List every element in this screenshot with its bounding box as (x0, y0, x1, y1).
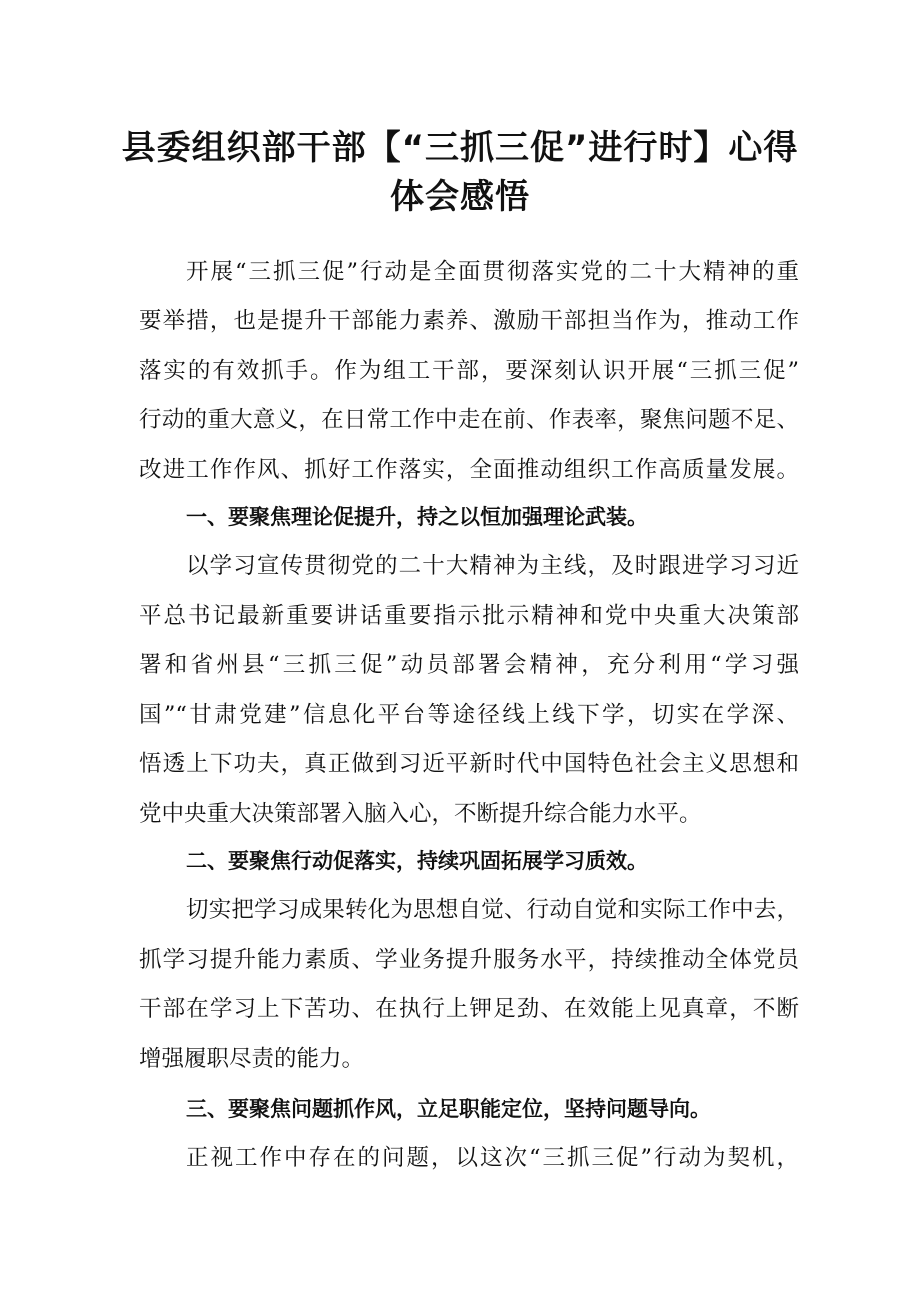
section-2-line: 抓学习提升能力素质、学业务提升服务水平，持续推动全体党员 (139, 947, 799, 973)
intro-line: 改进工作作风、抓好工作落实，全面推动组织工作高质量发展。 (139, 457, 799, 483)
section-1-line: 署和省州县“三抓三促”动员部署会精神，充分利用“学习强 (139, 652, 799, 678)
section-2-line: 干部在学习上下苦功、在执行上钾足劲、在效能上见真章，不断 (139, 996, 799, 1022)
section-2-line: 切实把学习成果转化为思想自觉、行动自觉和实际工作中去， (186, 897, 799, 923)
section-1-line: 以学习宣传贯彻党的二十大精神为主线，及时跟进学习习近 (186, 553, 799, 579)
section-1-heading: 一、要聚焦理论促提升，持之以恒加强理论武装。 (186, 505, 648, 529)
intro-line: 要举措，也是提升干部能力素养、激励干部担当作为，推动工作 (139, 308, 799, 334)
section-2-heading: 二、要聚焦行动促落实，持续巩固拓展学习质效。 (186, 849, 648, 873)
intro-line: 行动的重大意义，在日常工作中走在前、作表率，聚焦问题不足、 (139, 407, 799, 433)
section-1-line: 悟透上下功夫，真正做到习近平新时代中国特色社会主义思想和 (139, 751, 799, 777)
section-2-line: 增强履职尽责的能力。 (139, 1046, 365, 1072)
section-3-line: 正视工作中存在的问题，以这次“三抓三促”行动为契机， (186, 1145, 799, 1171)
section-3-heading: 三、要聚焦问题抓作风，立足职能定位，坚持问题导向。 (186, 1097, 711, 1121)
intro-line: 开展“三抓三促”行动是全面贯彻落实党的二十大精神的重 (186, 259, 799, 285)
section-1-line: 国”“甘肃党建”信息化平台等途径线上线下学，切实在学深、 (139, 702, 799, 728)
section-1-line: 党中央重大决策部署入脑入心，不断提升综合能力水平。 (139, 801, 702, 827)
document-title-line-2: 体会感悟 (390, 177, 530, 217)
section-1-line: 平总书记最新重要讲话重要指示批示精神和党中央重大决策部 (139, 603, 799, 629)
document-title-line-1: 县委组织部干部【“三抓三促”进行时】心得 (121, 128, 799, 168)
intro-line: 落实的有效抓手。作为组工干部，要深刻认识开展“三抓三促” (139, 358, 799, 384)
